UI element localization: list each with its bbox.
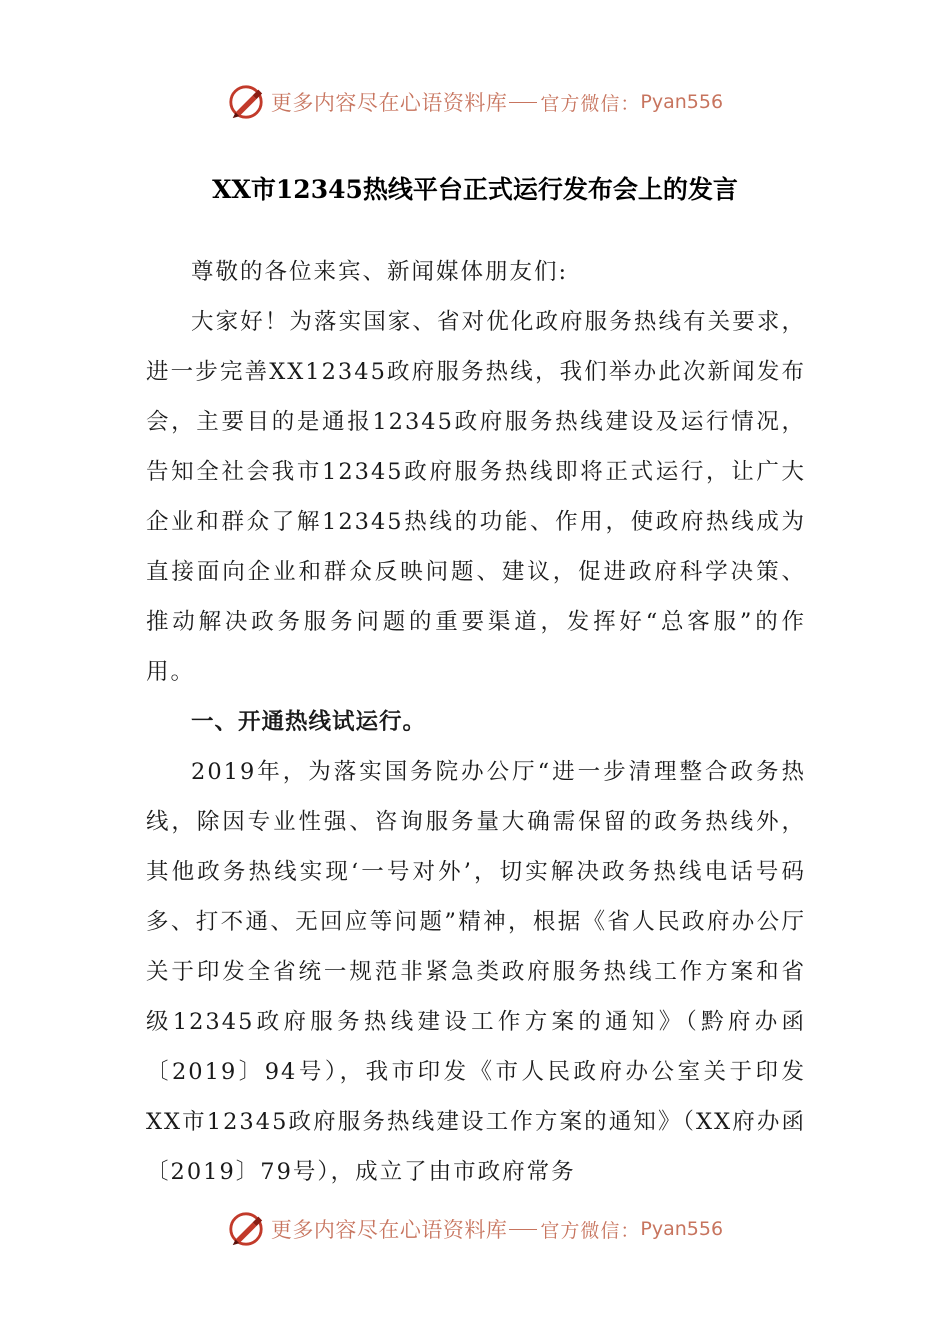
- pen-logo-icon: [227, 83, 265, 121]
- document-body: [146, 247, 806, 1197]
- banner-wechat-id: Pyan556: [640, 91, 724, 113]
- banner-sub-text: 官方微信：: [540, 92, 641, 115]
- banner-main-text: 更多内容尽在心语资料库: [270, 91, 508, 115]
- section-paragraph: 2019年，为落实国务院办公厅“进一步清理整合政务热线，除因专业性强、咨询服务量大确需保留的政务热线外，其他政务热线实现‘一号对外’，切实解决政务热线电话号码多、打不通、无回应等问题”精神，根据《省人民政府办公厅关于印发全省统一规范非紧急类政府服务热线工作方案和省级12345政府服务热线建设工作方案的通知》（黔府办函〔2019〕94号），我市印发《市人民政府办公室关于印发XX市12345政府服务热线建设工作方案的通知》（XX府办函〔2019〕79号），成立了由市政府常务: [146, 759, 806, 1185]
- banner-divider: [509, 1229, 537, 1230]
- banner-wechat-id: Pyan556: [640, 1218, 724, 1240]
- section-heading: 一、开通热线试运行。: [191, 709, 427, 735]
- banner-divider: [509, 102, 537, 103]
- salutation-paragraph: 尊敬的各位来宾、新闻媒体朋友们:: [191, 259, 569, 285]
- footer-watermark-banner: [0, 1207, 950, 1251]
- intro-paragraph: 大家好！为落实国家、省对优化政府服务热线有关要求，进一步完善XX12345政府服务热线，我们举办此次新闻发布会，主要目的是通报12345政府服务热线建设及运行情况，告知全社会我市12345政府服务热线即将正式运行，让广大企业和群众了解12345热线的功能、作用，使政府热线成为直接面向企业和群众反映问题、建议，促进政府科学决策、推动解决政务服务问题的重要渠道，发挥好“总客服”的作用。: [146, 309, 806, 685]
- document-title: XX市12345热线平台正式运行发布会上的发言: [212, 175, 738, 204]
- banner-main-text: 更多内容尽在心语资料库: [270, 1218, 508, 1242]
- pen-logo-icon: [227, 1210, 265, 1248]
- header-watermark-banner: [0, 80, 950, 124]
- banner-sub-text: 官方微信：: [540, 1219, 641, 1242]
